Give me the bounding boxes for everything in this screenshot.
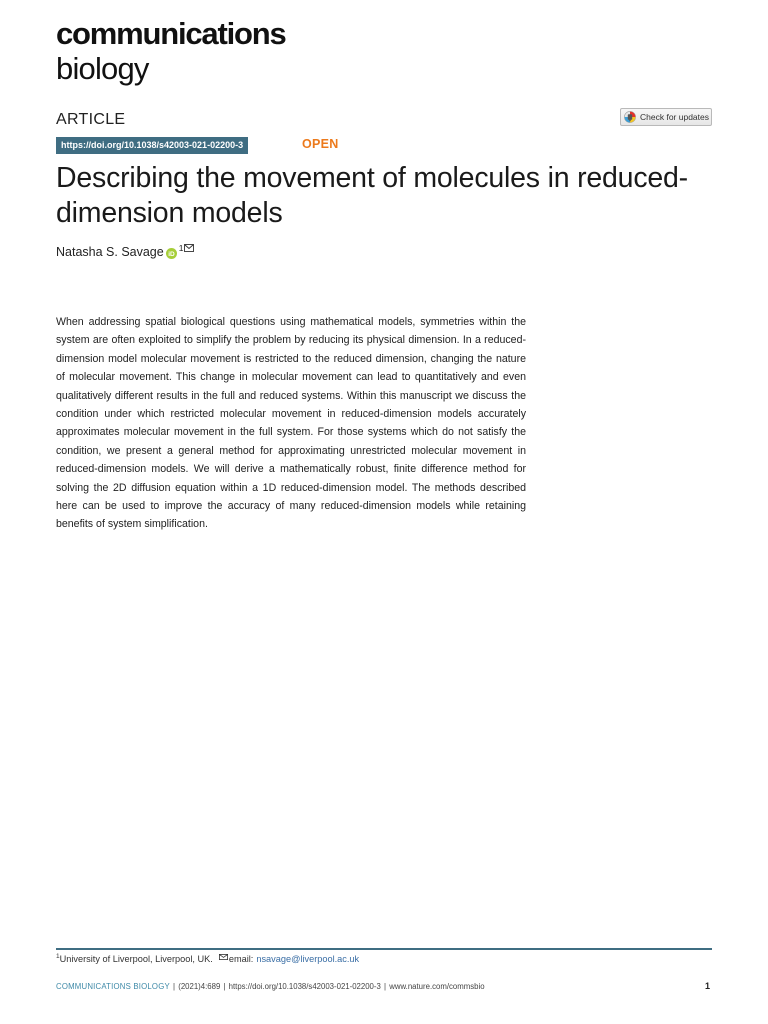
svg-text:iD: iD — [167, 251, 175, 258]
author-line — [56, 245, 194, 259]
check-for-updates-button[interactable] — [620, 108, 712, 126]
footer-website-link[interactable]: www.nature.com/commsbio — [389, 982, 485, 991]
journal-name-line2: biology — [56, 51, 149, 86]
doi-link[interactable]: https://doi.org/10.1038/s42003-021-02200-3 — [56, 137, 248, 154]
open-access-label: OPEN — [302, 137, 339, 151]
envelope-icon[interactable] — [184, 244, 194, 252]
footer-separator: | — [173, 982, 176, 991]
check-for-updates-label: Check for updates — [640, 112, 709, 122]
page-number: 1 — [705, 981, 711, 991]
journal-logo — [56, 18, 286, 84]
crossmark-icon — [624, 111, 636, 123]
page-footer — [56, 982, 485, 991]
abstract: When addressing spatial biological questions using mathematical models, symmetries within the system are often exploited to simplify the problem by reducing its physical dimension. In a reduced-dimension model molecular movement is restricted to the reduced dimension, changing the nature of molecular movement. This change in molecular movement can lead to quantitatively and even qualitatively different results in the full and reduced systems. Within this manuscript we discuss the condition under which restricted molecular movement in reduced-dimension models accurately approximates molecular movement in the full system. For those systems which do not satisfy the condition, we present a general method for approximating unrestricted molecular movement in reduced-dimension models. We will derive a mathematically robust, finite difference method for solving the 2D diffusion equation within a 1D reduced-dimension model. The methods described here can be used to improve the accuracy of many reduced-dimension models while retaining benefits of system simplification. — [56, 316, 526, 531]
footnote-mark: 1 — [56, 953, 60, 960]
article-title: Describing the movement of molecules in reduced-dimension models — [56, 162, 688, 229]
author-superscripts — [179, 243, 195, 253]
footer-separator: | — [384, 982, 387, 991]
footer-doi-link[interactable]: https://doi.org/10.1038/s42003-021-02200-3 — [228, 982, 381, 991]
footnote-divider — [56, 948, 712, 950]
affiliation-mark: 1 — [178, 243, 184, 253]
footer-journal: COMMUNICATIONS BIOLOGY — [56, 982, 170, 991]
orcid-icon[interactable] — [166, 248, 177, 259]
envelope-icon — [219, 954, 228, 960]
footer-citation: (2021)4:689 — [178, 982, 221, 991]
affiliation-footnote — [56, 954, 359, 964]
footer-separator: | — [223, 982, 226, 991]
footnote-affiliation: University of Liverpool, Liverpool, UK. — [59, 954, 213, 964]
footnote-email-label: email: — [228, 954, 254, 964]
article-type: ARTICLE — [56, 111, 126, 128]
journal-name-line1: communications — [56, 16, 286, 51]
author-name[interactable]: Natasha S. Savage — [56, 245, 164, 259]
author-email-link[interactable]: nsavage@liverpool.ac.uk — [256, 954, 360, 964]
